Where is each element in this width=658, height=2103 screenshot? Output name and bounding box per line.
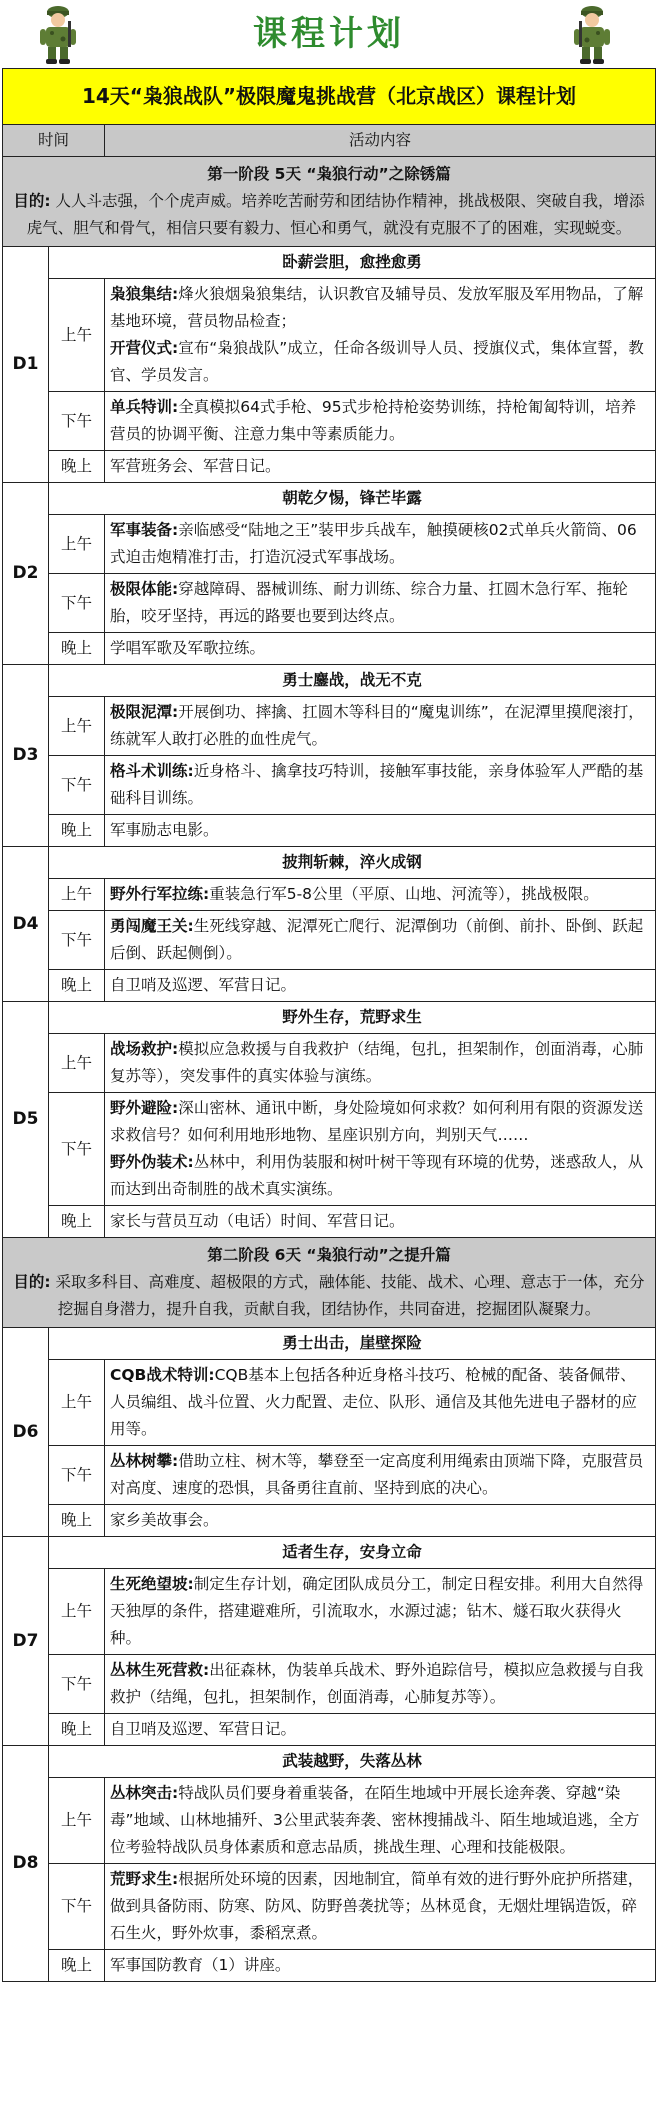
day-theme-row — [3, 1002, 656, 1034]
day-theme: 勇士出击，崖壁探险 — [49, 1328, 656, 1360]
activity-text: 生死线穿越、泥潭死亡爬行、泥潭倒功（前倒、前扑、卧倒、跃起后倒、跃起侧倒）。 — [110, 917, 644, 962]
activity-cell — [105, 1864, 656, 1950]
activity-entry — [110, 1095, 650, 1149]
phase-cell — [3, 157, 656, 247]
activity-cell — [105, 1655, 656, 1714]
phase-title: 第二阶段 6天 “枭狼行动”之提升篇 — [207, 1246, 451, 1264]
soldier-icon — [38, 3, 78, 65]
activity-label: 枭狼集结: — [110, 285, 179, 303]
day-theme-row — [3, 247, 656, 279]
day-label: D4 — [3, 847, 49, 1002]
morning-row — [3, 1360, 656, 1446]
evening-activity: 家长与营员互动（电话）时间、军营日记。 — [105, 1206, 656, 1238]
activity-label: 格斗术训练: — [110, 762, 194, 780]
day-theme-row — [3, 483, 656, 515]
schedule-table — [2, 68, 656, 1982]
activity-label: 开营仪式: — [110, 339, 179, 357]
activity-label: 野外避险: — [110, 1099, 179, 1117]
activity-label: CQB战术特训: — [110, 1366, 215, 1384]
slot-afternoon: 下午 — [49, 1864, 105, 1950]
activity-entry — [110, 699, 650, 753]
day-label: D3 — [3, 665, 49, 847]
day-theme-row — [3, 1328, 656, 1360]
activity-label: 野外伪装术: — [110, 1153, 194, 1171]
evening-row — [3, 970, 656, 1002]
afternoon-row — [3, 1446, 656, 1505]
schedule-banner: 14天“枭狼战队”极限魔鬼挑战营（北京战区）课程计划 — [3, 69, 656, 125]
day-theme-row — [3, 847, 656, 879]
day-theme: 武装越野，失落丛林 — [49, 1746, 656, 1778]
activity-text: 制定生存计划，确定团队成员分工，制定日程安排。利用大自然得天独厚的条件，搭建避难所，引流取水，水源过滤；钻木、燧石取火获得火种。 — [110, 1575, 644, 1647]
evening-row — [3, 1714, 656, 1746]
slot-morning: 上午 — [49, 1034, 105, 1093]
day-theme: 卧薪尝胆，愈挫愈勇 — [49, 247, 656, 279]
evening-activity: 自卫哨及巡逻、军营日记。 — [105, 970, 656, 1002]
activity-entry — [110, 394, 650, 448]
slot-morning: 上午 — [49, 697, 105, 756]
phase-row — [3, 1238, 656, 1328]
day-theme-row — [3, 665, 656, 697]
activity-text: 开展倒功、摔擒、扛圆木等科目的“魔鬼训练”，在泥潭里摸爬滚打，练就军人敢打必胜的血性虎气。 — [110, 703, 644, 748]
activity-entry — [110, 881, 650, 908]
activity-label: 勇闯魔王关: — [110, 917, 194, 935]
activity-text: 借助立柱、树木等，攀登至一定高度利用绳索由顶端下降，克服营员对高度、速度的恐惧，具备勇往直前、坚持到底的决心。 — [110, 1452, 644, 1497]
morning-row — [3, 1034, 656, 1093]
afternoon-row — [3, 392, 656, 451]
slot-morning: 上午 — [49, 515, 105, 574]
activity-cell — [105, 1093, 656, 1206]
activity-cell — [105, 1034, 656, 1093]
activity-text: 丛林中，利用伪装服和树叶树干等现有环境的优势，迷惑敌人，从而达到出奇制胜的战术真实演练。 — [110, 1153, 644, 1198]
activity-label: 极限泥潭: — [110, 703, 179, 721]
phase-title: 第一阶段 5天 “枭狼行动”之除锈篇 — [207, 165, 451, 183]
slot-afternoon: 下午 — [49, 574, 105, 633]
activity-text: 深山密林、通讯中断，身处险境如何求救？如何利用有限的资源发送求救信号？如何利用地形地物、星座识别方向，判别天气…… — [110, 1099, 644, 1144]
header — [0, 0, 658, 68]
column-header-content: 活动内容 — [105, 125, 656, 157]
slot-afternoon: 下午 — [49, 911, 105, 970]
activity-entry — [110, 1780, 650, 1861]
slot-morning: 上午 — [49, 879, 105, 911]
phase-goal-text: 采取多科目、高难度、超极限的方式，融体能、技能、战术、心理、意志于一体，充分挖掘自身潜力，提升自我，贡献自我，团结协作，共同奋进，挖掘团队凝聚力。 — [50, 1273, 645, 1318]
slot-evening: 晚上 — [49, 633, 105, 665]
activity-label: 野外行军拉练: — [110, 885, 210, 903]
day-theme: 勇士鏖战，战无不克 — [49, 665, 656, 697]
day-theme: 披荆斩棘，淬火成钢 — [49, 847, 656, 879]
activity-cell — [105, 1569, 656, 1655]
day-label: D5 — [3, 1002, 49, 1238]
activity-entry — [110, 335, 650, 389]
activity-cell — [105, 392, 656, 451]
activity-entry — [110, 913, 650, 967]
activity-entry — [110, 1657, 650, 1711]
evening-activity: 自卫哨及巡逻、军营日记。 — [105, 1714, 656, 1746]
slot-morning: 上午 — [49, 1569, 105, 1655]
evening-row — [3, 633, 656, 665]
day-theme: 朝乾夕惕，锋芒毕露 — [49, 483, 656, 515]
slot-evening: 晚上 — [49, 815, 105, 847]
page-title: 课程计划 — [253, 14, 405, 54]
activity-cell — [105, 1778, 656, 1864]
activity-entry — [110, 1149, 650, 1203]
evening-activity: 军营班务会、军营日记。 — [105, 451, 656, 483]
activity-text: CQB基本上包括各种近身格斗技巧、枪械的配备、装备佩带、人员编组、战斗位置、火力配置、走位、队形、通信及其他先进电子器材的应用等。 — [110, 1366, 638, 1438]
slot-evening: 晚上 — [49, 451, 105, 483]
afternoon-row — [3, 911, 656, 970]
activity-text: 穿越障碍、器械训练、耐力训练、综合力量、扛圆木急行军、拖轮胎，咬牙坚持，再远的路要也要到达终点。 — [110, 580, 628, 625]
evening-activity: 军事励志电影。 — [105, 815, 656, 847]
slot-evening: 晚上 — [49, 970, 105, 1002]
evening-activity: 军事国防教育（1）讲座。 — [105, 1950, 656, 1982]
activity-label: 极限体能: — [110, 580, 179, 598]
soldier-icon — [572, 3, 612, 65]
day-theme-row — [3, 1537, 656, 1569]
activity-cell — [105, 879, 656, 911]
morning-row — [3, 879, 656, 911]
evening-row — [3, 1505, 656, 1537]
phase-goal-label: 目的: — [13, 192, 51, 210]
activity-entry — [110, 1571, 650, 1652]
activity-text: 特战队员们要身着重装备，在陌生地域中开展长途奔袭、穿越“染毒”地域、山林地捕歼、3公里武装奔袭、密林搜捕战斗、陌生地域追逃，全方位考验特战队员身体素质和意志品质，挑战生理、心理和技能极限。 — [110, 1784, 640, 1856]
activity-text: 出征森林，伪装单兵战术、野外追踪信号，模拟应急救援与自我救护（结绳，包扎，担架制作，创面消毒，心肺复苏等）。 — [110, 1661, 644, 1706]
slot-afternoon: 下午 — [49, 1655, 105, 1714]
activity-entry — [110, 1036, 650, 1090]
afternoon-row — [3, 1655, 656, 1714]
activity-cell — [105, 1446, 656, 1505]
phase-goal — [9, 188, 649, 242]
column-header-time: 时间 — [3, 125, 105, 157]
day-theme: 适者生存，安身立命 — [49, 1537, 656, 1569]
day-label: D8 — [3, 1746, 49, 1982]
activity-text: 模拟应急救援与自我救护（结绳，包扎，担架制作，创面消毒，心肺复苏等），突发事件的真实体验与演练。 — [110, 1040, 644, 1085]
phase-goal — [9, 1269, 649, 1323]
evening-row — [3, 451, 656, 483]
activity-label: 战场救护: — [110, 1040, 179, 1058]
slot-afternoon: 下午 — [49, 1446, 105, 1505]
slot-afternoon: 下午 — [49, 756, 105, 815]
day-label: D7 — [3, 1537, 49, 1746]
day-label: D1 — [3, 247, 49, 483]
phase-row — [3, 157, 656, 247]
morning-row — [3, 279, 656, 392]
day-theme: 野外生存，荒野求生 — [49, 1002, 656, 1034]
activity-entry — [110, 517, 650, 571]
slot-evening: 晚上 — [49, 1505, 105, 1537]
slot-morning: 上午 — [49, 1360, 105, 1446]
slot-morning: 上午 — [49, 1778, 105, 1864]
activity-cell — [105, 756, 656, 815]
day-theme-row — [3, 1746, 656, 1778]
activity-text: 根据所处环境的因素，因地制宜，简单有效的进行野外庇护所搭建，做到具备防雨、防寒、防风、防野兽袭扰等；丛林觅食，无烟灶埋锅造饭，碎石生火，野外炊事，黍稻烹煮。 — [110, 1870, 644, 1942]
afternoon-row — [3, 1093, 656, 1206]
afternoon-row — [3, 756, 656, 815]
activity-label: 丛林突击: — [110, 1784, 179, 1802]
evening-activity: 学唱军歌及军歌拉练。 — [105, 633, 656, 665]
activity-text: 重装急行军5-8公里（平原、山地、河流等），挑战极限。 — [209, 885, 599, 903]
slot-afternoon: 下午 — [49, 1093, 105, 1206]
activity-label: 荒野求生: — [110, 1870, 179, 1888]
slot-evening: 晚上 — [49, 1950, 105, 1982]
activity-cell — [105, 574, 656, 633]
phase-cell — [3, 1238, 656, 1328]
activity-label: 丛林树攀: — [110, 1452, 179, 1470]
activity-label: 生死绝望坡: — [110, 1575, 194, 1593]
slot-afternoon: 下午 — [49, 392, 105, 451]
slot-evening: 晚上 — [49, 1714, 105, 1746]
activity-label: 丛林生死营救: — [110, 1661, 210, 1679]
morning-row — [3, 697, 656, 756]
evening-row — [3, 1206, 656, 1238]
evening-activity: 家乡美故事会。 — [105, 1505, 656, 1537]
day-label: D6 — [3, 1328, 49, 1537]
morning-row — [3, 1569, 656, 1655]
activity-entry — [110, 758, 650, 812]
phase-goal-label: 目的: — [13, 1273, 51, 1291]
activity-label: 军事装备: — [110, 521, 179, 539]
activity-entry — [110, 1866, 650, 1947]
slot-evening: 晚上 — [49, 1206, 105, 1238]
activity-cell — [105, 1360, 656, 1446]
evening-row — [3, 1950, 656, 1982]
activity-text: 近身格斗、擒拿技巧特训，接触军事技能，亲身体验军人严酷的基础科目训练。 — [110, 762, 644, 807]
afternoon-row — [3, 1864, 656, 1950]
activity-cell — [105, 697, 656, 756]
activity-cell — [105, 515, 656, 574]
slot-morning: 上午 — [49, 279, 105, 392]
evening-row — [3, 815, 656, 847]
activity-entry — [110, 576, 650, 630]
morning-row — [3, 1778, 656, 1864]
activity-label: 单兵特训: — [110, 398, 179, 416]
activity-text: 宣布“枭狼战队”成立，任命各级训导人员、授旗仪式，集体宣誓，教官、学员发言。 — [110, 339, 644, 384]
day-label: D2 — [3, 483, 49, 665]
activity-cell — [105, 279, 656, 392]
activity-text: 烽火狼烟枭狼集结，认识教官及辅导员、发放军服及军用物品，了解基地环境，营员物品检查； — [110, 285, 644, 330]
activity-text: 全真模拟64式手枪、95式步枪持枪姿势训练，持枪匍匐特训，培养营员的协调平衡、注意力集中等素质能力。 — [110, 398, 637, 443]
activity-entry — [110, 1362, 650, 1443]
phase-goal-text: 人人斗志强，个个虎声威。培养吃苦耐劳和团结协作精神，挑战极限、突破自我，增添虎气、胆气和骨气，相信只要有毅力、恒心和勇气，就没有克服不了的困难，实现蜕变。 — [26, 192, 645, 237]
activity-entry — [110, 281, 650, 335]
activity-text: 亲临感受“陆地之王”装甲步兵战车，触摸硬核02式单兵火箭筒、06式迫击炮精准打击，打造沉浸式军事战场。 — [110, 521, 637, 566]
activity-cell — [105, 911, 656, 970]
activity-entry — [110, 1448, 650, 1502]
afternoon-row — [3, 574, 656, 633]
morning-row — [3, 515, 656, 574]
